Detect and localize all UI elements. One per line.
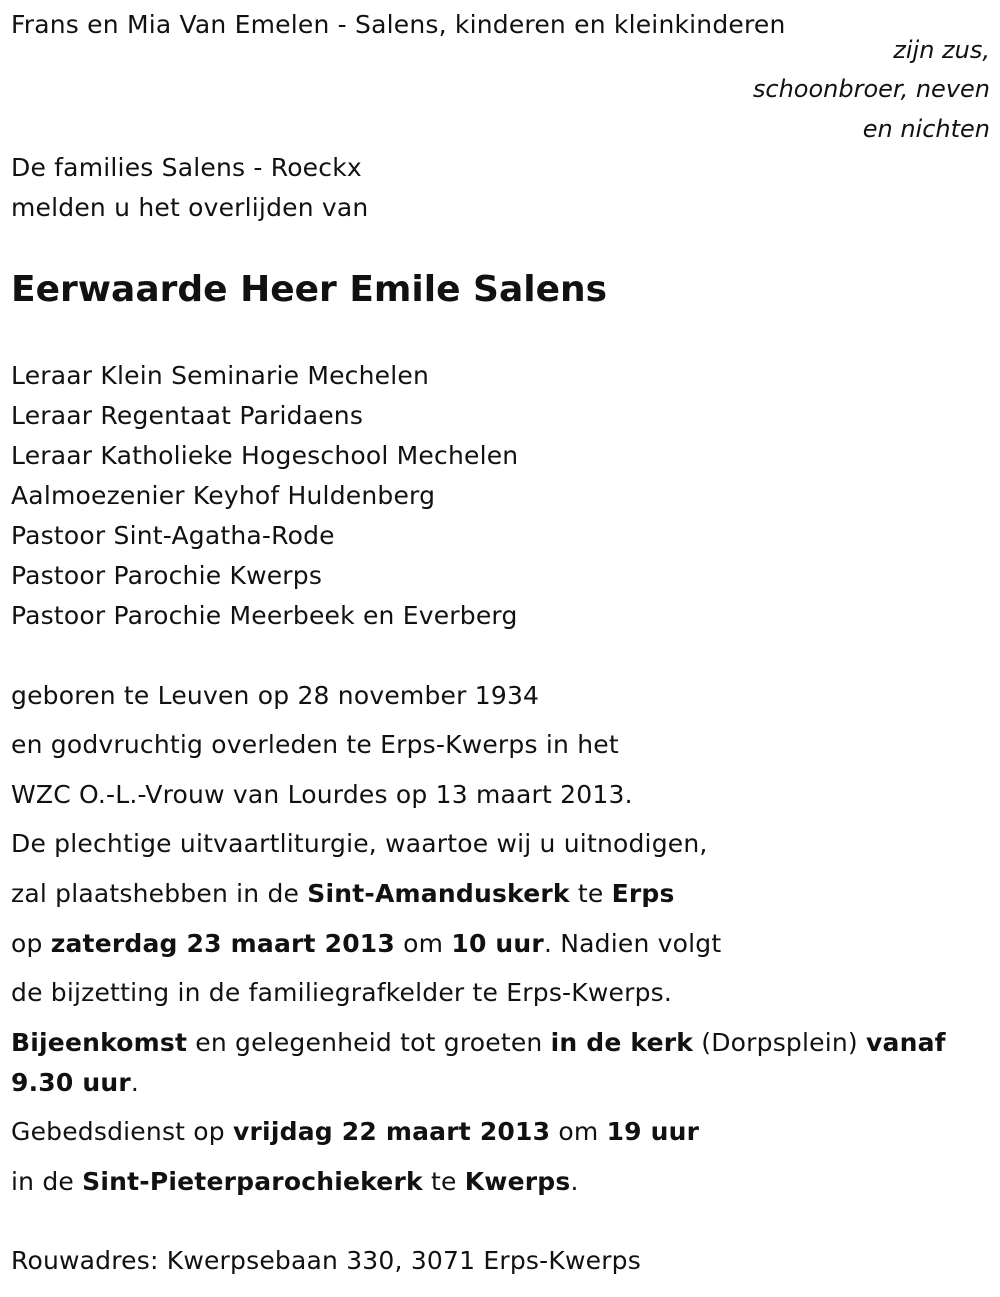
function-item: Leraar Regentaat Paridaens: [11, 401, 364, 430]
relation-line-2: schoonbroer, neven: [752, 75, 990, 103]
death-line-1: en godvruchtig overleden te Erps-Kwerps in het: [11, 730, 619, 759]
deceased-name: Eerwaarde Heer Emile Salens: [11, 269, 608, 310]
meeting-from: vanaf: [866, 1028, 946, 1057]
family-line-salens-roeckx: De families Salens - Roeckx: [11, 153, 362, 182]
meeting-line-1: [11, 1028, 946, 1058]
prayer-mid: om: [550, 1117, 607, 1146]
liturgy-place-prefix: zal plaatshebben in de: [11, 879, 308, 908]
relation-line-1: zijn zus,: [893, 36, 990, 64]
prayer-place-prefix: in de: [11, 1167, 83, 1196]
function-item: Pastoor Parochie Meerbeek en Everberg: [11, 601, 518, 630]
liturgy-line: De plechtige uitvaartliturgie, waartoe wij u uitnodigen,: [11, 829, 708, 858]
meeting-place: in de kerk: [550, 1028, 694, 1057]
prayer-line-2: [11, 1167, 579, 1197]
liturgy-place-mid: te: [569, 879, 612, 908]
function-item: Leraar Klein Seminarie Mechelen: [11, 361, 430, 390]
mourning-address: Rouwadres: Kwerpsebaan 330, 3071 Erps-Kwerps: [11, 1246, 641, 1275]
meeting-text-2: (Dorpsplein): [693, 1028, 867, 1057]
liturgy-date-prefix: op: [11, 929, 51, 958]
announcement-line: melden u het overlijden van: [11, 193, 369, 222]
liturgy-date-line: [11, 929, 721, 959]
liturgy-date-suffix: . Nadien volgt: [543, 929, 722, 958]
prayer-place-mid: te: [422, 1167, 465, 1196]
meeting-text-1: en gelegenheid tot groeten: [187, 1028, 551, 1057]
liturgy-place-line: [11, 879, 675, 909]
meeting-text-3: .: [130, 1068, 140, 1097]
liturgy-church: Sint-Amanduskerk: [307, 879, 570, 908]
function-item: Aalmoezenier Keyhof Huldenberg: [11, 481, 436, 510]
prayer-date: vrijdag 22 maart 2013: [233, 1117, 551, 1146]
relation-line-3: en nichten: [862, 115, 990, 143]
birth-line: geboren te Leuven op 28 november 1934: [11, 681, 540, 710]
liturgy-date: zaterdag 23 maart 2013: [50, 929, 395, 958]
burial-line: de bijzetting in de familiegrafkelder te Erps-Kwerps.: [11, 978, 673, 1007]
meeting-line-2: [11, 1068, 139, 1098]
prayer-prefix: Gebedsdienst op: [11, 1117, 234, 1146]
function-item: Pastoor Sint-Agatha-Rode: [11, 521, 335, 550]
function-item: Leraar Katholieke Hogeschool Mechelen: [11, 441, 519, 470]
prayer-time: 19 uur: [606, 1117, 700, 1146]
prayer-place-suffix: .: [570, 1167, 579, 1196]
liturgy-time: 10 uur: [451, 929, 544, 958]
liturgy-town: Erps: [611, 879, 675, 908]
death-line-2: WZC O.-L.-Vrouw van Lourdes op 13 maart 2013.: [11, 780, 633, 809]
function-item: Pastoor Parochie Kwerps: [11, 561, 323, 590]
prayer-line-1: [11, 1117, 699, 1147]
liturgy-date-mid: om: [395, 929, 452, 958]
meeting-label: Bijeenkomst: [11, 1028, 188, 1057]
meeting-time: 9.30 uur: [11, 1068, 131, 1097]
family-line-van-emelen: Frans en Mia Van Emelen - Salens, kinderen en kleinkinderen: [11, 10, 786, 39]
prayer-town: Kwerps: [464, 1167, 571, 1196]
prayer-church: Sint-Pieterparochiekerk: [82, 1167, 423, 1196]
